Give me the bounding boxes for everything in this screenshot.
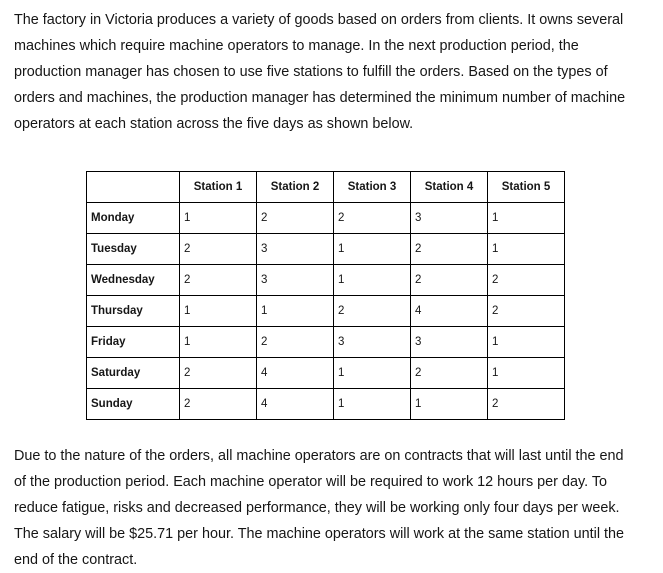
outro-line: reduce fatigue, risks and decreased performance, they will be working only four days per week.: [14, 500, 620, 516]
table-cell: 2: [488, 265, 565, 296]
table-header-row: [87, 172, 565, 203]
table-cell: 2: [488, 296, 565, 327]
table-cell: 2: [488, 389, 565, 420]
table-cell: 1: [488, 203, 565, 234]
intro-line: operators at each station across the five days as shown below.: [14, 116, 414, 132]
row-day-label: Saturday: [87, 358, 180, 389]
outro-paragraph: [14, 443, 654, 573]
row-day-label: Wednesday: [87, 265, 180, 296]
column-header: Station 2: [257, 172, 334, 203]
row-day-label: Friday: [87, 327, 180, 358]
row-day-label: Tuesday: [87, 234, 180, 265]
intro-line: machines which require machine operators to manage. In the next production period, the: [14, 38, 579, 54]
table-corner-cell: [87, 172, 180, 203]
table-cell: 3: [334, 327, 411, 358]
outro-line: of the production period. Each machine operator will be required to work 12 hours per day. To: [14, 474, 608, 490]
intro-line: The factory in Victoria produces a variety of goods based on orders from clients. It owns several: [14, 12, 624, 28]
table-row: [87, 234, 565, 265]
column-header: Station 1: [180, 172, 257, 203]
table-cell: 2: [411, 265, 488, 296]
table-cell: 4: [257, 389, 334, 420]
table-cell: 3: [411, 203, 488, 234]
row-day-label: Sunday: [87, 389, 180, 420]
table-cell: 2: [257, 327, 334, 358]
table-cell: 1: [334, 389, 411, 420]
row-day-label: Monday: [87, 203, 180, 234]
outro-line: The salary will be $25.71 per hour. The machine operators will work at the same station until the: [14, 526, 625, 542]
table-row: [87, 265, 565, 296]
table-cell: 2: [180, 265, 257, 296]
table-cell: 2: [334, 296, 411, 327]
table-cell: 2: [257, 203, 334, 234]
outro-line: end of the contract.: [14, 552, 138, 568]
table-cell: 1: [488, 234, 565, 265]
table-cell: 1: [488, 358, 565, 389]
table-cell: 3: [411, 327, 488, 358]
table-cell: 1: [411, 389, 488, 420]
table-cell: 1: [180, 327, 257, 358]
table-cell: 2: [411, 234, 488, 265]
table-cell: 2: [411, 358, 488, 389]
table-row: [87, 327, 565, 358]
table-row: [87, 389, 565, 420]
table-cell: 1: [334, 234, 411, 265]
outro-line: Due to the nature of the orders, all machine operators are on contracts that will last until the end: [14, 448, 624, 464]
table-cell: 1: [334, 265, 411, 296]
table-cell: 1: [180, 296, 257, 327]
table-row: [87, 296, 565, 327]
table-cell: 4: [257, 358, 334, 389]
table-row: [87, 358, 565, 389]
column-header: Station 4: [411, 172, 488, 203]
table-cell: 1: [488, 327, 565, 358]
column-header: Station 5: [488, 172, 565, 203]
table-cell: 2: [334, 203, 411, 234]
intro-line: orders and machines, the production manager has determined the minimum number of machine: [14, 90, 626, 106]
operators-table: [86, 171, 565, 420]
table-cell: 2: [180, 358, 257, 389]
table-cell: 3: [257, 234, 334, 265]
column-header: Station 3: [334, 172, 411, 203]
intro-line: production manager has chosen to use five stations to fulfill the orders. Based on the types of: [14, 64, 608, 80]
table-cell: 2: [180, 234, 257, 265]
table-cell: 4: [411, 296, 488, 327]
table-cell: 1: [334, 358, 411, 389]
table-cell: 1: [180, 203, 257, 234]
intro-paragraph: [14, 7, 654, 137]
table-cell: 2: [180, 389, 257, 420]
row-day-label: Thursday: [87, 296, 180, 327]
table-cell: 3: [257, 265, 334, 296]
table-cell: 1: [257, 296, 334, 327]
table-row: [87, 203, 565, 234]
